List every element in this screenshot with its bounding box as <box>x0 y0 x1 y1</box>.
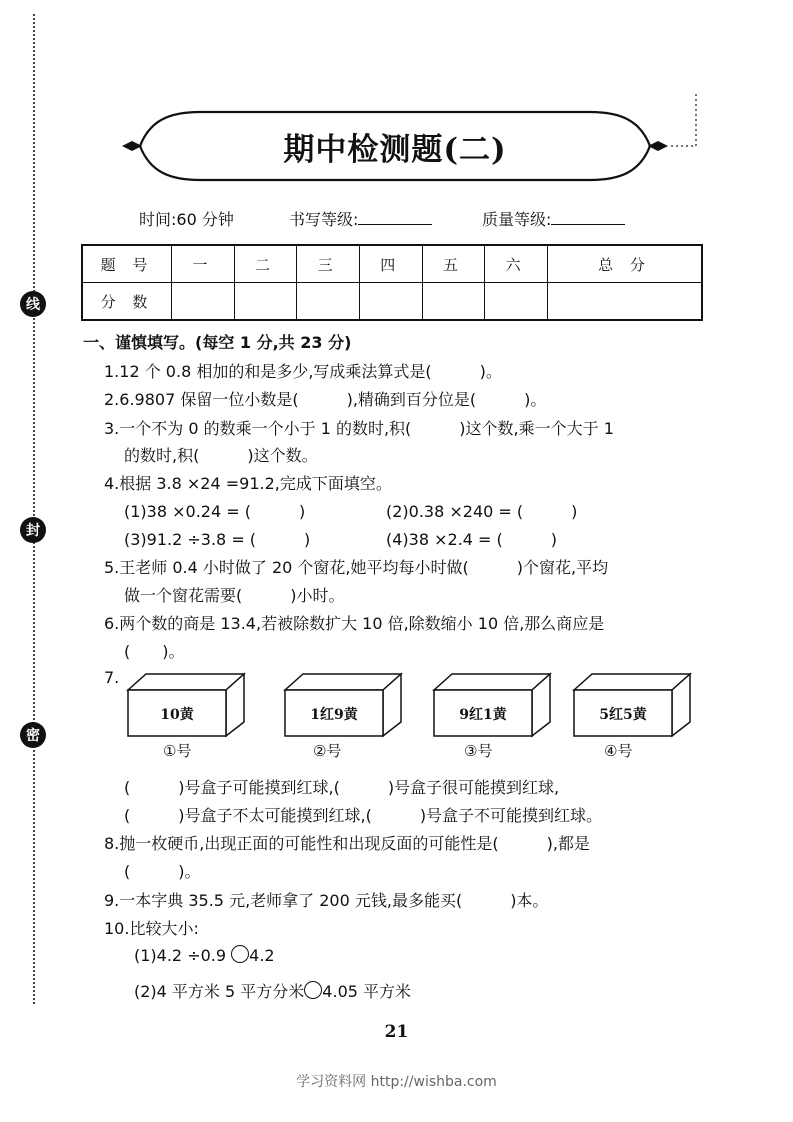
compare-circle-1[interactable] <box>231 945 249 963</box>
compare-1-left: (1)4.2 ÷0.9 <box>134 946 232 965</box>
question-5-line-1: 5.王老师 0.4 小时做了 20 个窗花,她平均每小时做( )个窗花,平均 <box>104 558 609 577</box>
question-2: 2.6.9807 保留一位小数是( ),精确到百分位是( )。 <box>104 390 547 409</box>
dotted-corner-connector <box>668 92 700 152</box>
box-2 <box>283 670 403 740</box>
quality-grade <box>482 207 625 230</box>
question-4-part-2: (2)0.38 ×240 = ( ) <box>386 502 578 521</box>
score-cell: 题 号 <box>82 245 172 283</box>
score-cell: 六 <box>485 245 548 283</box>
score-input-cell[interactable] <box>485 283 548 321</box>
compare-1-right: 4.2 <box>249 946 275 965</box>
score-input-cell[interactable] <box>422 283 485 321</box>
box-2-caption: ②号 <box>313 742 342 760</box>
question-5-line-2: 做一个窗花需要( )小时。 <box>124 586 345 605</box>
question-6-line-2: ( )。 <box>124 642 185 661</box>
question-8-line-1: 8.抛一枚硬币,出现正面的可能性和出现反面的可能性是( ),都是 <box>104 834 590 853</box>
score-input-cell[interactable] <box>547 283 702 321</box>
score-input-cell[interactable] <box>172 283 235 321</box>
score-cell: 三 <box>297 245 360 283</box>
writing-grade-blank <box>358 210 432 225</box>
score-cell: 五 <box>422 245 485 283</box>
seal-secret-mark: 密 <box>20 722 46 748</box>
box-2-label: 1红9黄 <box>310 707 358 723</box>
section-heading: 一、谨慎填写。(每空 1 分,共 23 分) <box>83 333 352 352</box>
question-10-part-2 <box>134 979 411 1002</box>
compare-2-right: 4.05 平方米 <box>322 982 412 1001</box>
score-cell: 四 <box>359 245 422 283</box>
question-10: 10.比较大小: <box>104 919 199 938</box>
question-4-part-1: (1)38 ×0.24 = ( ) <box>124 502 306 521</box>
question-10-part-1 <box>134 945 275 965</box>
question-7-line-1: ( )号盒子可能摸到红球,( )号盒子很可能摸到红球, <box>124 778 560 797</box>
writing-grade <box>289 207 432 230</box>
box-3 <box>432 670 552 740</box>
compare-2-left: (2)4 平方米 5 平方分米 <box>134 982 305 1001</box>
box-1-label: 10黄 <box>160 707 194 723</box>
score-table-header-row <box>82 245 702 283</box>
box-4 <box>572 670 692 740</box>
time-label: 时间:60 分钟 <box>139 210 234 229</box>
score-cell: 二 <box>234 245 297 283</box>
question-4-part-4: (4)38 ×2.4 = ( ) <box>386 530 558 549</box>
page-title: 期中检测题(二) <box>283 132 507 168</box>
box-1 <box>126 670 246 740</box>
seal-seal-mark: 封 <box>20 517 46 543</box>
question-3-line-2: 的数时,积( )这个数。 <box>124 446 318 465</box>
question-7-line-2: ( )号盒子不太可能摸到红球,( )号盒子不可能摸到红球。 <box>124 806 603 825</box>
quality-grade-label: 质量等级: <box>482 210 552 229</box>
question-4: 4.根据 3.8 ×24 =91.2,完成下面填空。 <box>104 474 392 493</box>
writing-grade-label: 书写等级: <box>289 210 359 229</box>
question-4-part-3: (3)91.2 ÷3.8 = ( ) <box>124 530 311 549</box>
question-3-line-1: 3.一个不为 0 的数乘一个小于 1 的数时,积( )这个数,乘一个大于 1 <box>104 419 614 438</box>
quality-grade-blank <box>551 210 625 225</box>
box-4-label: 5红5黄 <box>599 707 647 723</box>
score-cell: 分 数 <box>82 283 172 321</box>
score-input-cell[interactable] <box>234 283 297 321</box>
page-number: 21 <box>384 1022 409 1042</box>
score-table <box>81 244 703 321</box>
seal-line-mark: 线 <box>20 291 46 317</box>
compare-circle-2[interactable] <box>304 981 322 999</box>
question-6-line-1: 6.两个数的商是 13.4,若被除数扩大 10 倍,除数缩小 10 倍,那么商应是 <box>104 614 605 633</box>
score-table-score-row <box>82 283 702 321</box>
score-cell: 总 分 <box>547 245 702 283</box>
binding-dotted-line <box>33 14 35 1004</box>
question-1: 1.12 个 0.8 相加的和是多少,写成乘法算式是( )。 <box>104 362 502 381</box>
box-3-caption: ③号 <box>464 742 493 760</box>
question-7-number: 7. <box>104 668 120 687</box>
footer-watermark: 学习资料网 http://wishba.com <box>296 1074 497 1090</box>
box-3-label: 9红1黄 <box>459 707 507 723</box>
question-9: 9.一本字典 35.5 元,老师拿了 200 元钱,最多能买( )本。 <box>104 891 549 910</box>
score-cell: 一 <box>172 245 235 283</box>
box-1-caption: ①号 <box>163 742 192 760</box>
question-8-line-2: ( )。 <box>124 862 201 881</box>
box-4-caption: ④号 <box>604 742 633 760</box>
score-input-cell[interactable] <box>359 283 422 321</box>
score-input-cell[interactable] <box>297 283 360 321</box>
